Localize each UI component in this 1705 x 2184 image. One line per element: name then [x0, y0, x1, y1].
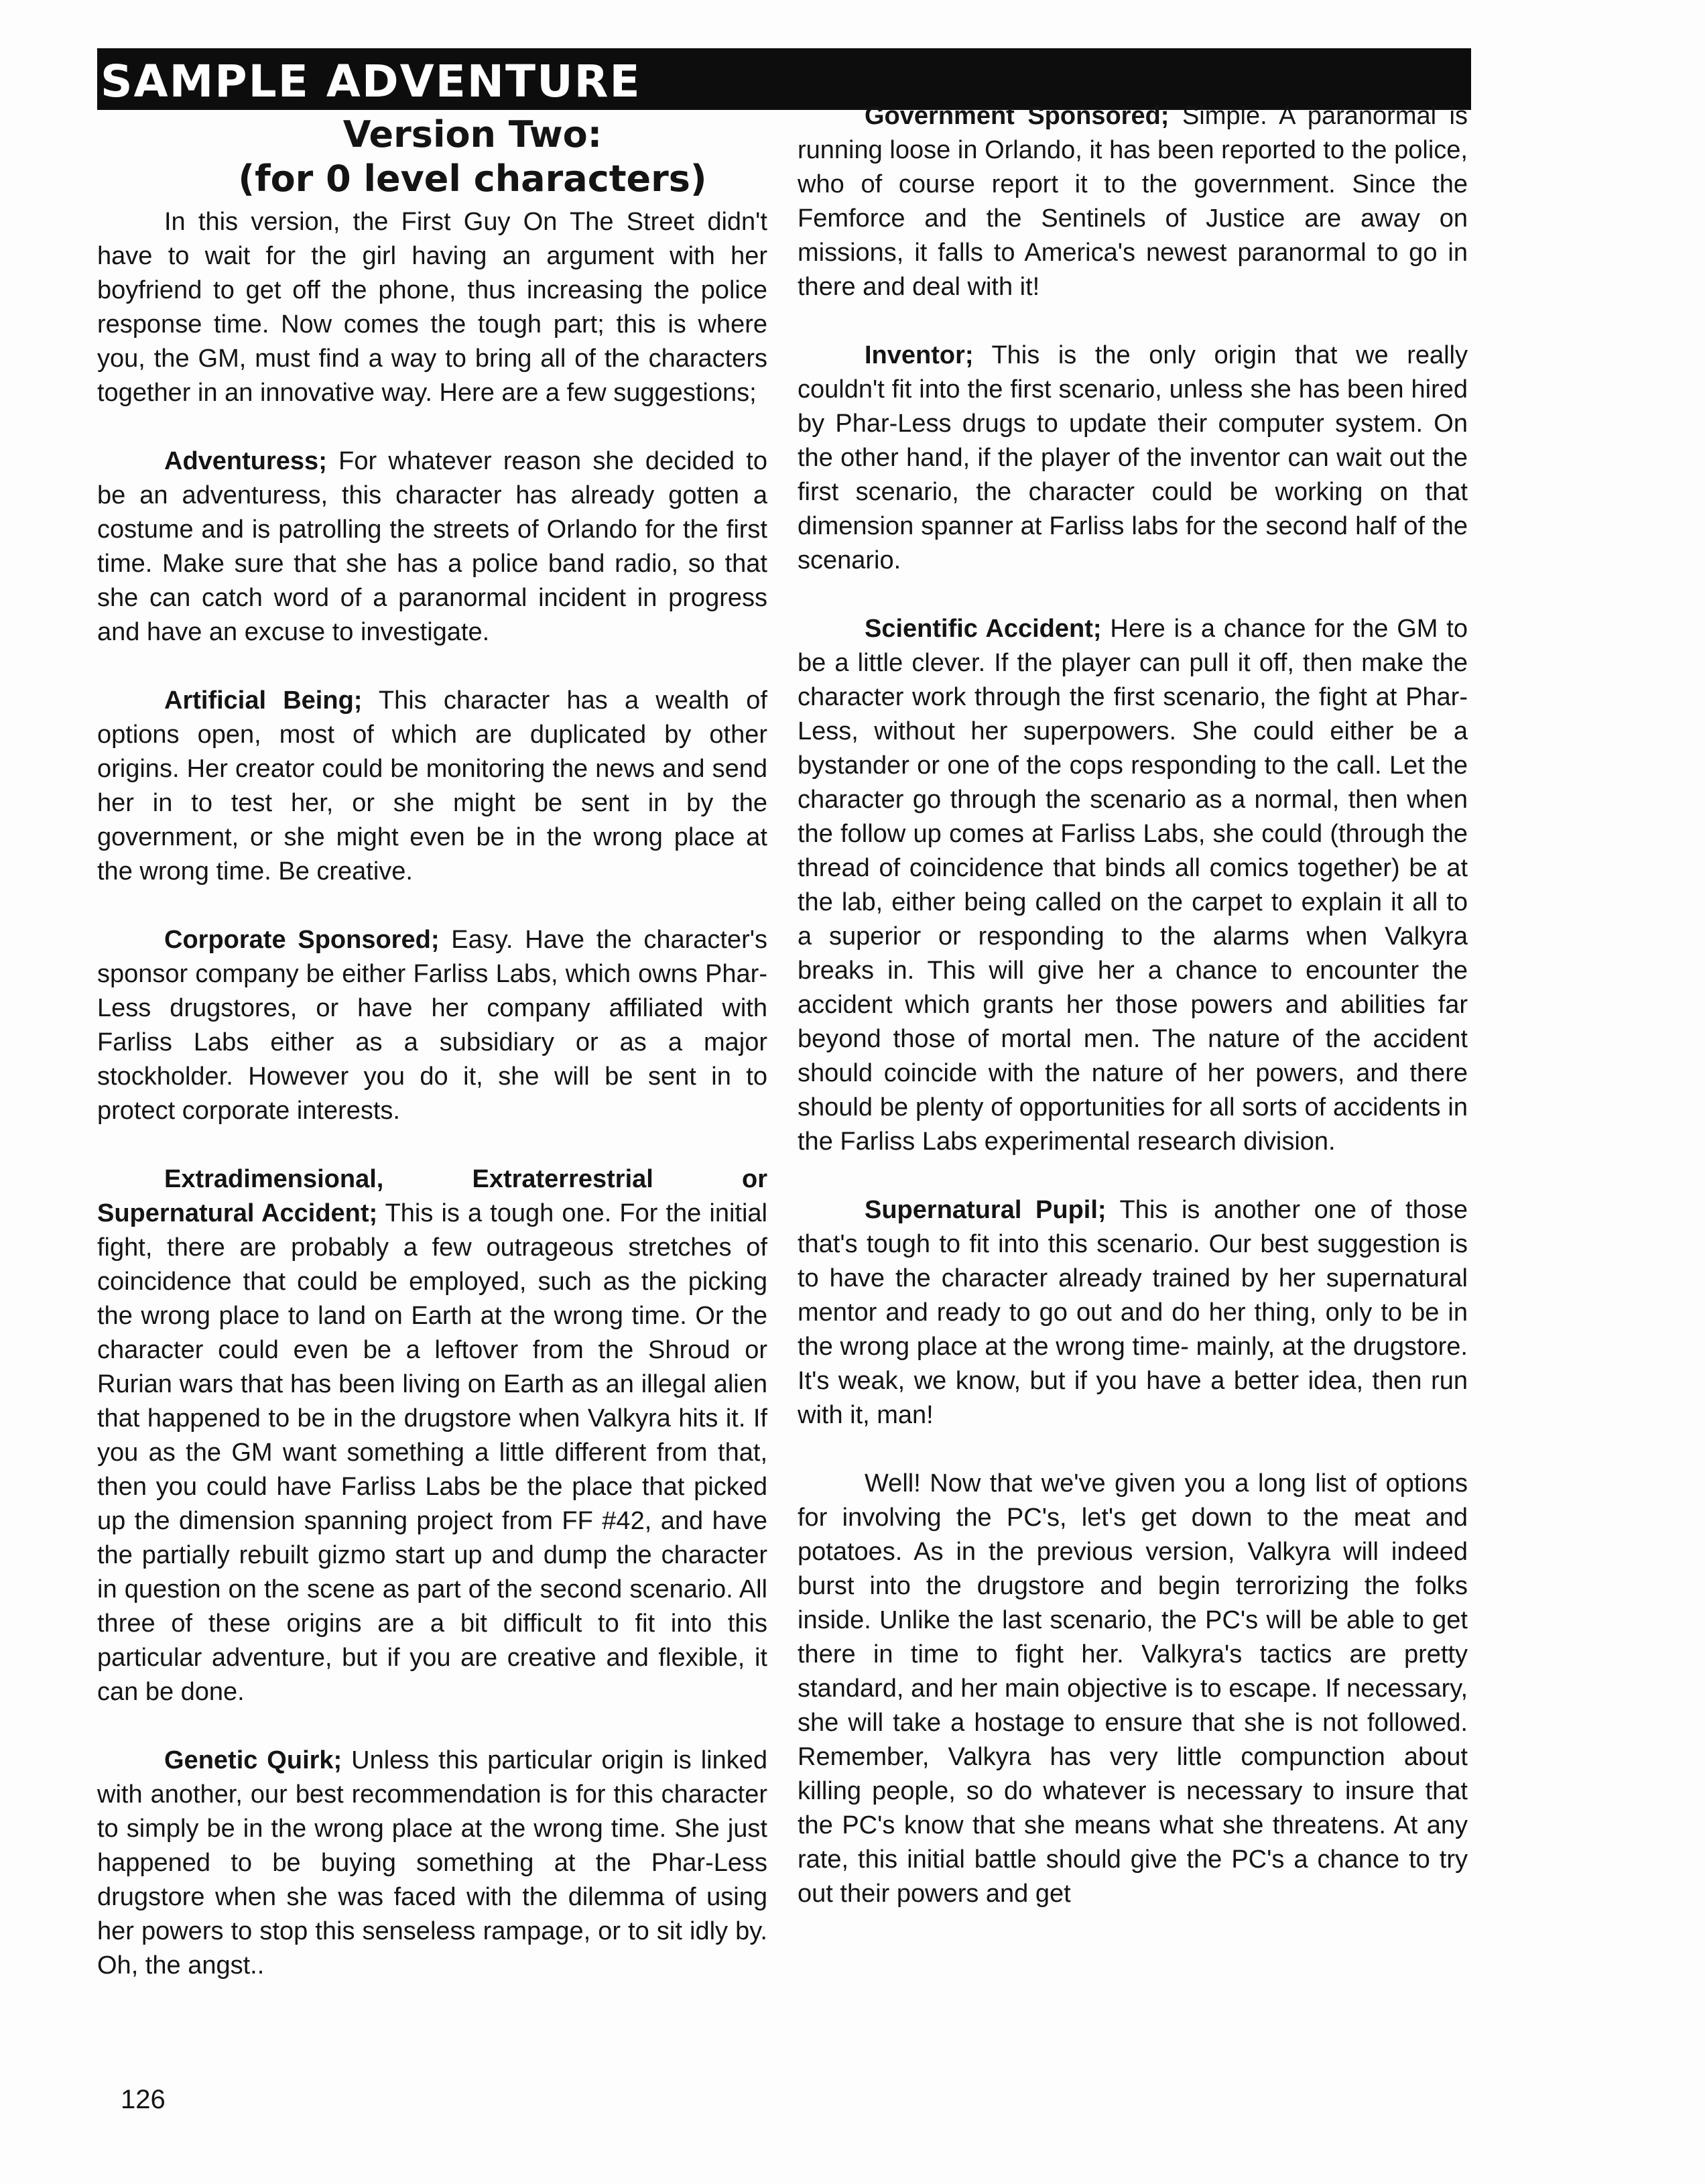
origin-term: Artificial Being; — [164, 686, 363, 715]
origin-text: Here is a chance for the GM to be a little clever. If the player can pull it off, then make the character work through the first scenario, the fight at Phar-Less, without her superpowers. She could either be a bystander or one of the cops responding to the call. Let the character go through the scenario as a normal, then when the follow up comes at Farliss Labs, she could (through the thread of coincidence that binds all comics together) be at the lab, either being called on the carpet to explain it all to a superior or responding to the alarms when Valkyra breaks in. This will give her a chance to encounter the accident which grants her those powers and abilities far beyond those of mortal men. The nature of the accident should coincide with the nature of her powers, and there should be plenty of opportunities for all sorts of accidents in the Farliss Labs experimental research division. — [798, 615, 1468, 1156]
left-column — [97, 113, 767, 2017]
right-column — [798, 99, 1468, 1945]
version-title: Version Two: — [342, 113, 603, 156]
page-number: 126 — [121, 2085, 166, 2114]
origin-adventuress — [97, 444, 767, 650]
origin-scientific-accident — [798, 612, 1468, 1159]
origin-text: This character has a wealth of options open, most of which are duplicated by other origins. Her creator could be monitoring the news and send her in to test her, or she might be sent in by the government, or she might even be in the wrong place at the wrong time. Be creative. — [97, 686, 767, 886]
origin-term: Scientific Accident; — [865, 615, 1102, 643]
origin-text: For whatever reason she decided to be an adventuress, this character has already gotten a costume and is patrolling the streets of Orlando for the first time. Make sure that she has a police band radio, so that she can catch word of a paranormal incident in progress and have an excuse to investigate. — [97, 447, 767, 646]
origin-term: Supernatural Pupil; — [865, 1196, 1107, 1224]
origin-text: Unless this particular origin is linked with another, our best recommendation is for this character to simply be in the wrong place at the wrong time. She just happened to be buying something at the Phar-Less drugstore when she was faced with the dilemma of using her powers to stop this senseless rampage, or to sit idly by. Oh, the angst.. — [97, 1746, 768, 1980]
origin-term: Extradimensional, Extraterrestrial or Supernatural Accident; — [97, 1165, 767, 1227]
origin-government-sponsored — [798, 99, 1468, 304]
section-header: SAMPLE ADVENTURE — [101, 56, 641, 107]
closing-paragraph: Well! Now that we've given you a long list of options for involving the PC's, let's get down to the meat and potatoes. As in the previous version, Valkyra will indeed burst into the drugstore and begin terrorizing the folks inside. Unlike the last scenario, the PC's will be able to get there in time to fight her. Valkyra's tactics are pretty standard, and her main objective is to escape. If necessary, she will take a hostage to ensure that she is not followed. Remember, Valkyra has very little compunction about killing people, so do whatever is necessary to insure that the PC's know that she means what she threatens. At any rate, this initial battle should give the PC's a chance to try out their powers and get — [798, 1469, 1468, 1908]
origin-term: Genetic Quirk; — [164, 1746, 342, 1774]
origin-genetic-quirk — [97, 1744, 767, 1983]
version-subtitle: (for 0 level characters) — [238, 158, 707, 200]
origin-extradimensional — [97, 1162, 767, 1709]
origin-term: Corporate Sponsored; — [164, 926, 440, 954]
origin-text: This is the only origin that we really couldn't fit into the first scenario, unless she has been hired by Phar-Less drugs to update their computer system. On the other hand, if the player of the inventor can wait out the first scenario, the character could be working on that dimension spanner at Farliss labs for the second half of the scenario. — [798, 341, 1468, 574]
origin-corporate-sponsored — [97, 923, 767, 1128]
intro-paragraph: In this version, the First Guy On The Street didn't have to wait for the girl having an argument with her boyfriend to get off the phone, thus increasing the police response time. Now comes the tough part; this is where you, the GM, must find a way to bring all of the characters together in an innovative way. Here are a few suggestions; — [97, 208, 767, 407]
origin-term: Inventor; — [865, 341, 974, 369]
origin-term: Government Sponsored; — [865, 102, 1170, 130]
origin-artificial-being — [97, 684, 767, 889]
origin-term: Adventuress; — [164, 447, 327, 475]
origin-supernatural-pupil — [798, 1193, 1468, 1433]
origin-inventor — [798, 339, 1468, 578]
origin-text: Simple. A paranormal is running loose in Orlando, it has been reported to the police, who of course report it to the government. Since the Femforce and the Sentinels of Justice are away on missions, it falls to America's newest paranormal to go in there and deal with it! — [798, 102, 1468, 301]
origin-text: Easy. Have the character's sponsor company be either Farliss Labs, which owns Phar-Less drugstores, or have her company affiliated with Farliss Labs either as a subsidiary or as a major stockholder. However you do it, she will be sent in to protect corporate interests. — [97, 926, 768, 1125]
origin-text: This is a tough one. For the initial fight, there are probably a few outrageous stretches of coincidence that could be employed, such as the picking the wrong place to land on Earth at the wrong time. Or the character could even be a leftover from the Shroud or Rurian wars that has been living on Earth as an illegal alien that happened to be in the drugstore when Valkyra hits it. If you as the GM want something a little different from that, then you could have Farliss Labs be the place that picked up the dimension spanning project from FF #42, and have the partially rebuilt gizmo start up and dump the character in question on the scene as part of the second scenario. All three of these origins are a bit difficult to fit into this particular adventure, but if you are creative and flexible, it can be done. — [97, 1199, 767, 1706]
origin-text: This is another one of those that's tough to fit into this scenario. Our best suggestion is to have the character already trained by her supernatural mentor and ready to go out and do her thing, only to be in the wrong place at the wrong time- mainly, at the drugstore. It's weak, we know, but if you have a better idea, then run with it, man! — [798, 1196, 1468, 1429]
